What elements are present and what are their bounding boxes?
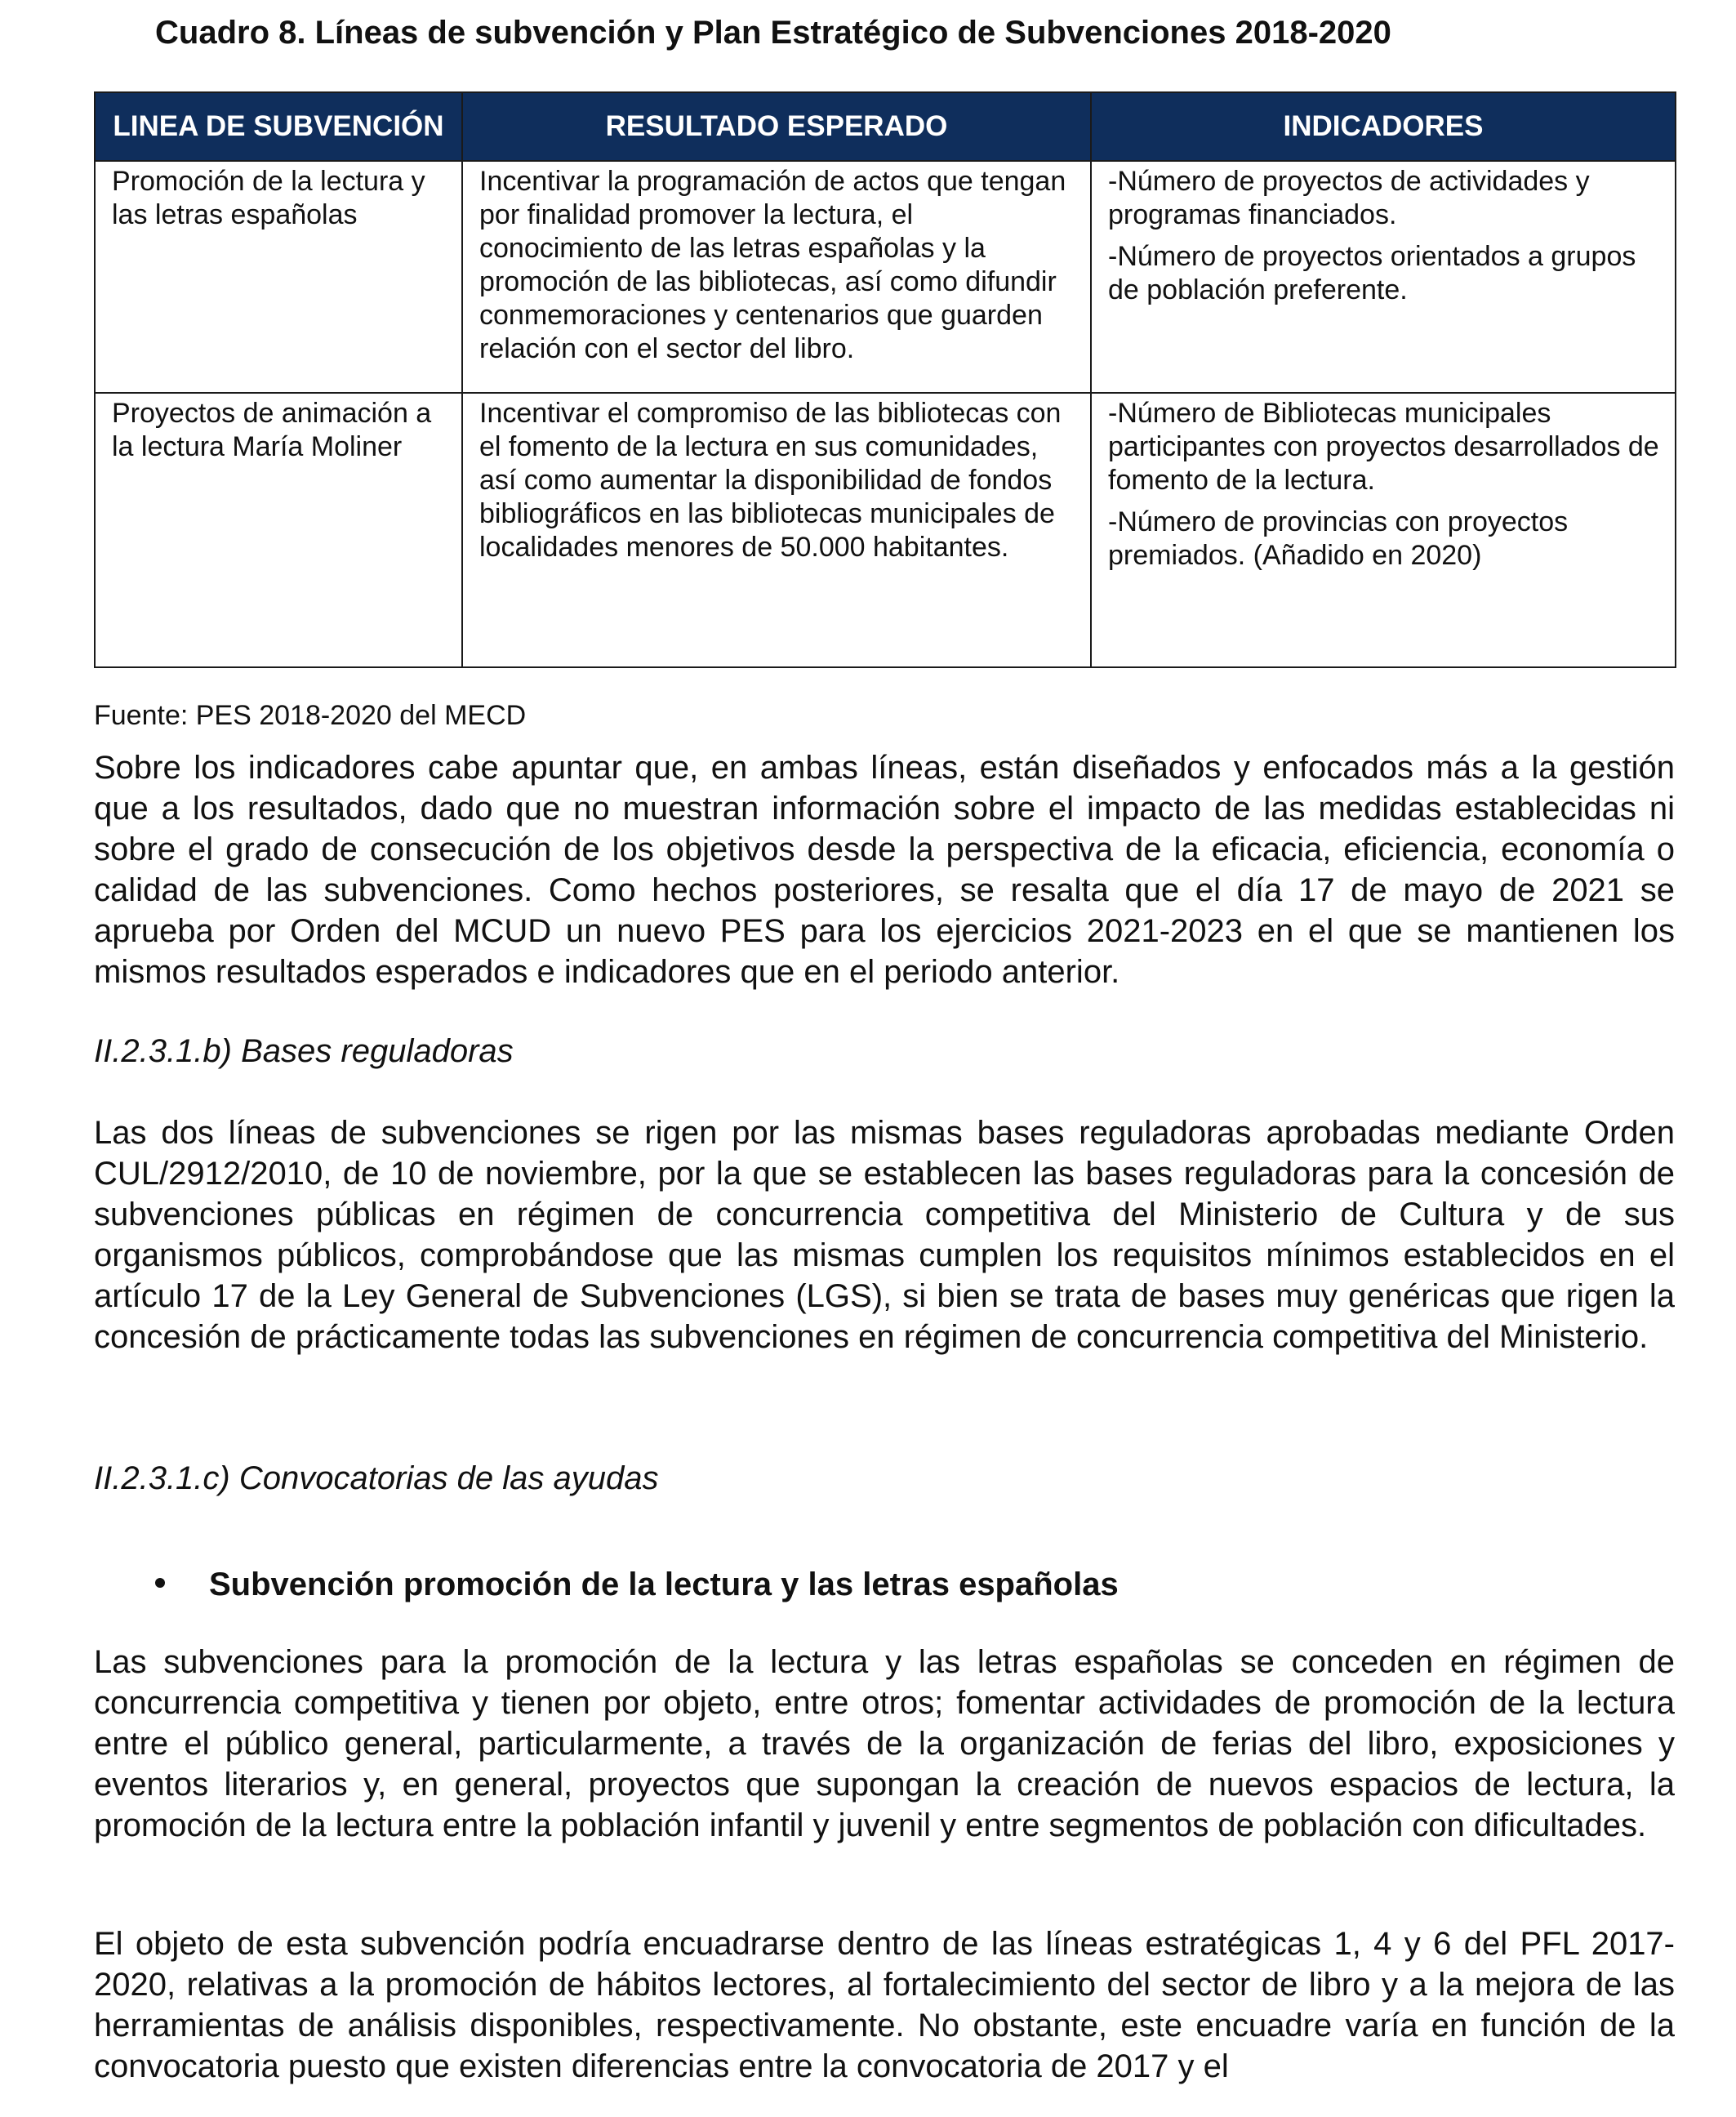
paragraph-promocion: Las subvenciones para la promoción de la lectura y las letras españolas se conceden en régimen de concurrencia competitiva y tienen por objeto, entre otros; fomentar actividades de promoción de la lectura entre el público general, particularmente, a través de la organización de ferias del libro, exposiciones y eventos literarios y, en general, proyectos que supongan la creación de nuevos espacios de lectura, la promoción de la lectura entre la población infantil y juvenil y entre segmentos de población con dificultades. xyxy=(94,1644,1675,1843)
table-header-row xyxy=(95,92,1676,161)
column-header-linea: LINEA DE SUBVENCIÓN xyxy=(95,92,462,161)
bullet-item xyxy=(155,1564,1119,1605)
paragraph-bases: Las dos líneas de subvenciones se rigen por las mismas bases reguladoras aprobadas mediante Orden CUL/2912/2010, de 10 de noviembre, por la que se establecen las bases reguladoras para la concesión de subvenciones públicas en régimen de concurrencia competitiva del Ministerio de Cultura y de sus organismos públicos, comprobándose que las mismas cumplen los requisitos mínimos establecidos en el artículo 17 de la Ley General de Subvenciones (LGS), si bien se trata de bases muy genéricas que rigen la concesión de prácticamente todas las subvenciones en régimen de concurrencia competitiva del Ministerio. xyxy=(94,1115,1675,1355)
cell-linea: Promoción de la lectura y las letras españolas xyxy=(95,161,462,393)
subsidy-lines-table xyxy=(94,91,1676,668)
indicator-item: -Número de proyectos orientados a grupos de población preferente. xyxy=(1108,241,1636,305)
paragraph-indicators: Sobre los indicadores cabe apuntar que, en ambas líneas, están diseñados y enfocados más a la gestión que a los resultados, dado que no muestran información sobre el impacto de las medidas establecidas ni sobre el grado de consecución de los objetivos desde la perspectiva de la eficacia, eficiencia, economía o calidad de las subvenciones. Como hechos posteriores, se resalta que el día 17 de mayo de 2021 se aprueba por Orden del MCUD un nuevo PES para los ejercicios 2021-2023 en el que se mantienen los mismos resultados esperados e indicadores que en el periodo anterior. xyxy=(94,750,1675,990)
cell-resultado: Incentivar la programación de actos que tengan por finalidad promover la lectura, el conocimiento de las letras españolas y la promoción de las bibliotecas, así como difundir conmemoraciones y centenarios que guarden relación con el sector del libro. xyxy=(462,161,1091,393)
cell-linea: Proyectos de animación a la lectura María Moliner xyxy=(95,393,462,667)
column-header-indicadores: INDICADORES xyxy=(1091,92,1676,161)
bullet-icon xyxy=(155,1578,165,1588)
cell-indicadores xyxy=(1091,161,1676,393)
bullet-text: Subvención promoción de la lectura y las letras españolas xyxy=(209,1567,1119,1602)
table-source-note: Fuente: PES 2018-2020 del MECD xyxy=(94,700,527,731)
paragraph-objeto: El objeto de esta subvención podría encuadrarse dentro de las líneas estratégicas 1, 4 y 6 del PFL 2017-2020, relativas a la promoción de hábitos lectores, al fortalecimiento del sector de libro y a la mejora de las herramientas de análisis disponibles, respectivamente. No obstante, este encuadre varía en función de la convocatoria puesto que existen diferencias entre la convocatoria de 2017 y el xyxy=(94,1926,1675,2084)
table-title: Cuadro 8. Líneas de subvención y Plan Estratégico de Subvenciones 2018-2020 xyxy=(155,15,1391,51)
indicator-item: -Número de provincias con proyectos premiados. (Añadido en 2020) xyxy=(1108,506,1569,571)
section-heading-bases: II.2.3.1.b) Bases reguladoras xyxy=(94,1033,514,1069)
indicator-item: -Número de proyectos de actividades y programas financiados. xyxy=(1108,166,1590,230)
table-row xyxy=(95,161,1676,393)
indicator-item: -Número de Bibliotecas municipales participantes con proyectos desarrollados de fomento de la lectura. xyxy=(1108,398,1659,496)
cell-indicadores xyxy=(1091,393,1676,667)
section-heading-convocatorias: II.2.3.1.c) Convocatorias de las ayudas xyxy=(94,1460,659,1496)
table-row xyxy=(95,393,1676,667)
cell-resultado: Incentivar el compromiso de las bibliotecas con el fomento de la lectura en sus comunidades, así como aumentar la disponibilidad de fondos bibliográficos en las bibliotecas municipales de localidades menores de 50.000 habitantes. xyxy=(462,393,1091,667)
column-header-resultado: RESULTADO ESPERADO xyxy=(462,92,1091,161)
